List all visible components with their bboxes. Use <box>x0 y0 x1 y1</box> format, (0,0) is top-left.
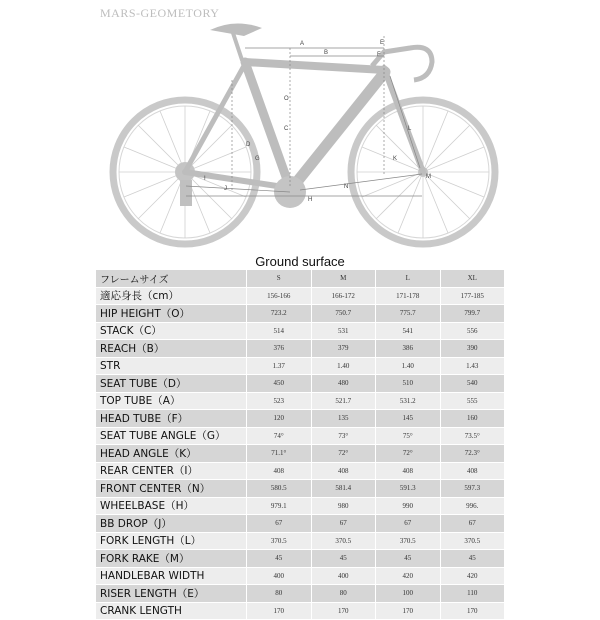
diagram-letter-f: F <box>377 52 381 58</box>
cell-size-l: 370.5 <box>375 533 440 550</box>
row-label: HANDLEBAR WIDTH <box>96 568 246 585</box>
diagram-letter-h: H <box>308 197 312 203</box>
cell-size-s: 67 <box>246 515 311 532</box>
brand-watermark: MARS-GEOMETORY <box>100 6 219 21</box>
row-label: HEAD ANGLE（K） <box>96 445 246 462</box>
row-label: BB DROP（J） <box>96 515 246 532</box>
cell-size-l: 775.7 <box>375 305 440 322</box>
bike-geometry-diagram <box>0 0 600 250</box>
cell-size-xl: 540 <box>440 375 505 392</box>
diagram-letter-a: A <box>300 41 304 47</box>
diagram-letter-j: J <box>224 186 227 192</box>
size-header-l: L <box>375 270 440 287</box>
table-row <box>96 498 504 516</box>
size-header-s: S <box>246 270 311 287</box>
cell-size-s: 74° <box>246 428 311 445</box>
table-body <box>96 288 504 620</box>
cell-size-l: 531.2 <box>375 393 440 410</box>
table-row <box>96 515 504 533</box>
cell-size-xl: 160 <box>440 410 505 427</box>
table-row <box>96 410 504 428</box>
cell-size-s: 370.5 <box>246 533 311 550</box>
table-row <box>96 550 504 568</box>
cell-size-m: 170 <box>311 603 376 620</box>
diagram-letter-b: B <box>324 50 328 56</box>
cell-size-l: 45 <box>375 550 440 567</box>
cell-size-xl: 67 <box>440 515 505 532</box>
cell-size-s: 120 <box>246 410 311 427</box>
row-label: FORK RAKE（M） <box>96 550 246 567</box>
cell-size-m: 73° <box>311 428 376 445</box>
row-label: SEAT TUBE ANGLE（G） <box>96 428 246 445</box>
cell-size-m: 67 <box>311 515 376 532</box>
table-row <box>96 305 504 323</box>
cell-size-m: 370.5 <box>311 533 376 550</box>
table-row <box>96 323 504 341</box>
diagram-letter-g: G <box>255 156 260 162</box>
geometry-table <box>96 270 504 620</box>
table-row <box>96 393 504 411</box>
size-header-m: M <box>311 270 376 287</box>
cell-size-s: 580.5 <box>246 480 311 497</box>
cell-size-m: 531 <box>311 323 376 340</box>
cell-size-s: 979.1 <box>246 498 311 515</box>
saddle <box>210 23 262 36</box>
cell-size-m: 166-172 <box>311 288 376 305</box>
row-label: WHEELBASE（H） <box>96 498 246 515</box>
cell-size-m: 400 <box>311 568 376 585</box>
cell-size-m: 45 <box>311 550 376 567</box>
cell-size-l: 171-178 <box>375 288 440 305</box>
table-row <box>96 375 504 393</box>
diagram-letter-c: C <box>284 126 289 132</box>
row-label: SEAT TUBE（D） <box>96 375 246 392</box>
cell-size-xl: 420 <box>440 568 505 585</box>
cell-size-m: 135 <box>311 410 376 427</box>
table-row <box>96 340 504 358</box>
cell-size-l: 408 <box>375 463 440 480</box>
bike-illustration <box>0 0 600 250</box>
diagram-letter-n: N <box>344 184 348 190</box>
table-row <box>96 533 504 551</box>
cell-size-s: 523 <box>246 393 311 410</box>
cell-size-xl: 1.43 <box>440 358 505 375</box>
row-label: TOP TUBE（A） <box>96 393 246 410</box>
cell-size-l: 510 <box>375 375 440 392</box>
diagram-letter-k: K <box>393 156 397 162</box>
table-row <box>96 428 504 446</box>
cell-size-l: 990 <box>375 498 440 515</box>
table-header-row <box>96 270 504 288</box>
cell-size-l: 170 <box>375 603 440 620</box>
cell-size-l: 386 <box>375 340 440 357</box>
cell-size-xl: 45 <box>440 550 505 567</box>
cell-size-m: 980 <box>311 498 376 515</box>
cell-size-l: 591.3 <box>375 480 440 497</box>
cell-size-xl: 177-185 <box>440 288 505 305</box>
cell-size-m: 379 <box>311 340 376 357</box>
cell-size-m: 1.40 <box>311 358 376 375</box>
cell-size-m: 750.7 <box>311 305 376 322</box>
cell-size-xl: 408 <box>440 463 505 480</box>
cell-size-xl: 556 <box>440 323 505 340</box>
cell-size-xl: 110 <box>440 585 505 602</box>
row-label: CRANK LENGTH <box>96 603 246 620</box>
row-label: STR <box>96 358 246 375</box>
diagram-letter-d: D <box>246 142 251 148</box>
diagram-letter-l: L <box>408 126 412 132</box>
cell-size-s: 514 <box>246 323 311 340</box>
cell-size-l: 75° <box>375 428 440 445</box>
cell-size-s: 376 <box>246 340 311 357</box>
cell-size-s: 80 <box>246 585 311 602</box>
table-row <box>96 463 504 481</box>
row-label: RISER LENGTH（E） <box>96 585 246 602</box>
cell-size-s: 45 <box>246 550 311 567</box>
cell-size-xl: 73.5° <box>440 428 505 445</box>
row-label: HEAD TUBE（F） <box>96 410 246 427</box>
cell-size-l: 100 <box>375 585 440 602</box>
size-header-xl: XL <box>440 270 505 287</box>
cell-size-s: 71.1° <box>246 445 311 462</box>
cell-size-xl: 996. <box>440 498 505 515</box>
cell-size-m: 581.4 <box>311 480 376 497</box>
table-row <box>96 480 504 498</box>
cell-size-m: 480 <box>311 375 376 392</box>
row-label: STACK（C） <box>96 323 246 340</box>
cell-size-l: 72° <box>375 445 440 462</box>
cell-size-xl: 170 <box>440 603 505 620</box>
cell-size-m: 72° <box>311 445 376 462</box>
table-header-label: フレームサイズ <box>96 270 246 287</box>
cell-size-xl: 72.3° <box>440 445 505 462</box>
cell-size-m: 521.7 <box>311 393 376 410</box>
diagram-letter-i: I <box>204 176 206 182</box>
cell-size-l: 67 <box>375 515 440 532</box>
table-row <box>96 358 504 376</box>
cell-size-xl: 390 <box>440 340 505 357</box>
cell-size-s: 723.2 <box>246 305 311 322</box>
row-label: FRONT CENTER（N） <box>96 480 246 497</box>
cell-size-xl: 799.7 <box>440 305 505 322</box>
cell-size-s: 170 <box>246 603 311 620</box>
diagram-letter-e: E <box>380 40 384 46</box>
cell-size-s: 156-166 <box>246 288 311 305</box>
cell-size-m: 408 <box>311 463 376 480</box>
cell-size-s: 1.37 <box>246 358 311 375</box>
cell-size-s: 408 <box>246 463 311 480</box>
diagram-letter-m: M <box>426 174 431 180</box>
table-row <box>96 603 504 620</box>
row-label: REAR CENTER（I） <box>96 463 246 480</box>
diagram-letter-o: O <box>284 96 289 102</box>
cell-size-l: 1.40 <box>375 358 440 375</box>
rear-derailleur <box>180 180 192 206</box>
table-row <box>96 445 504 463</box>
cell-size-xl: 555 <box>440 393 505 410</box>
cell-size-m: 80 <box>311 585 376 602</box>
row-label: 適応身長（cm） <box>96 288 246 305</box>
cell-size-l: 145 <box>375 410 440 427</box>
cell-size-s: 400 <box>246 568 311 585</box>
row-label: REACH（B） <box>96 340 246 357</box>
ground-surface-label: Ground surface <box>0 254 600 269</box>
cell-size-l: 541 <box>375 323 440 340</box>
row-label: FORK LENGTH（L） <box>96 533 246 550</box>
row-label: HIP HEIGHT（O） <box>96 305 246 322</box>
cell-size-l: 420 <box>375 568 440 585</box>
table-row <box>96 568 504 586</box>
cell-size-s: 450 <box>246 375 311 392</box>
cell-size-xl: 597.3 <box>440 480 505 497</box>
table-row <box>96 288 504 306</box>
cell-size-xl: 370.5 <box>440 533 505 550</box>
